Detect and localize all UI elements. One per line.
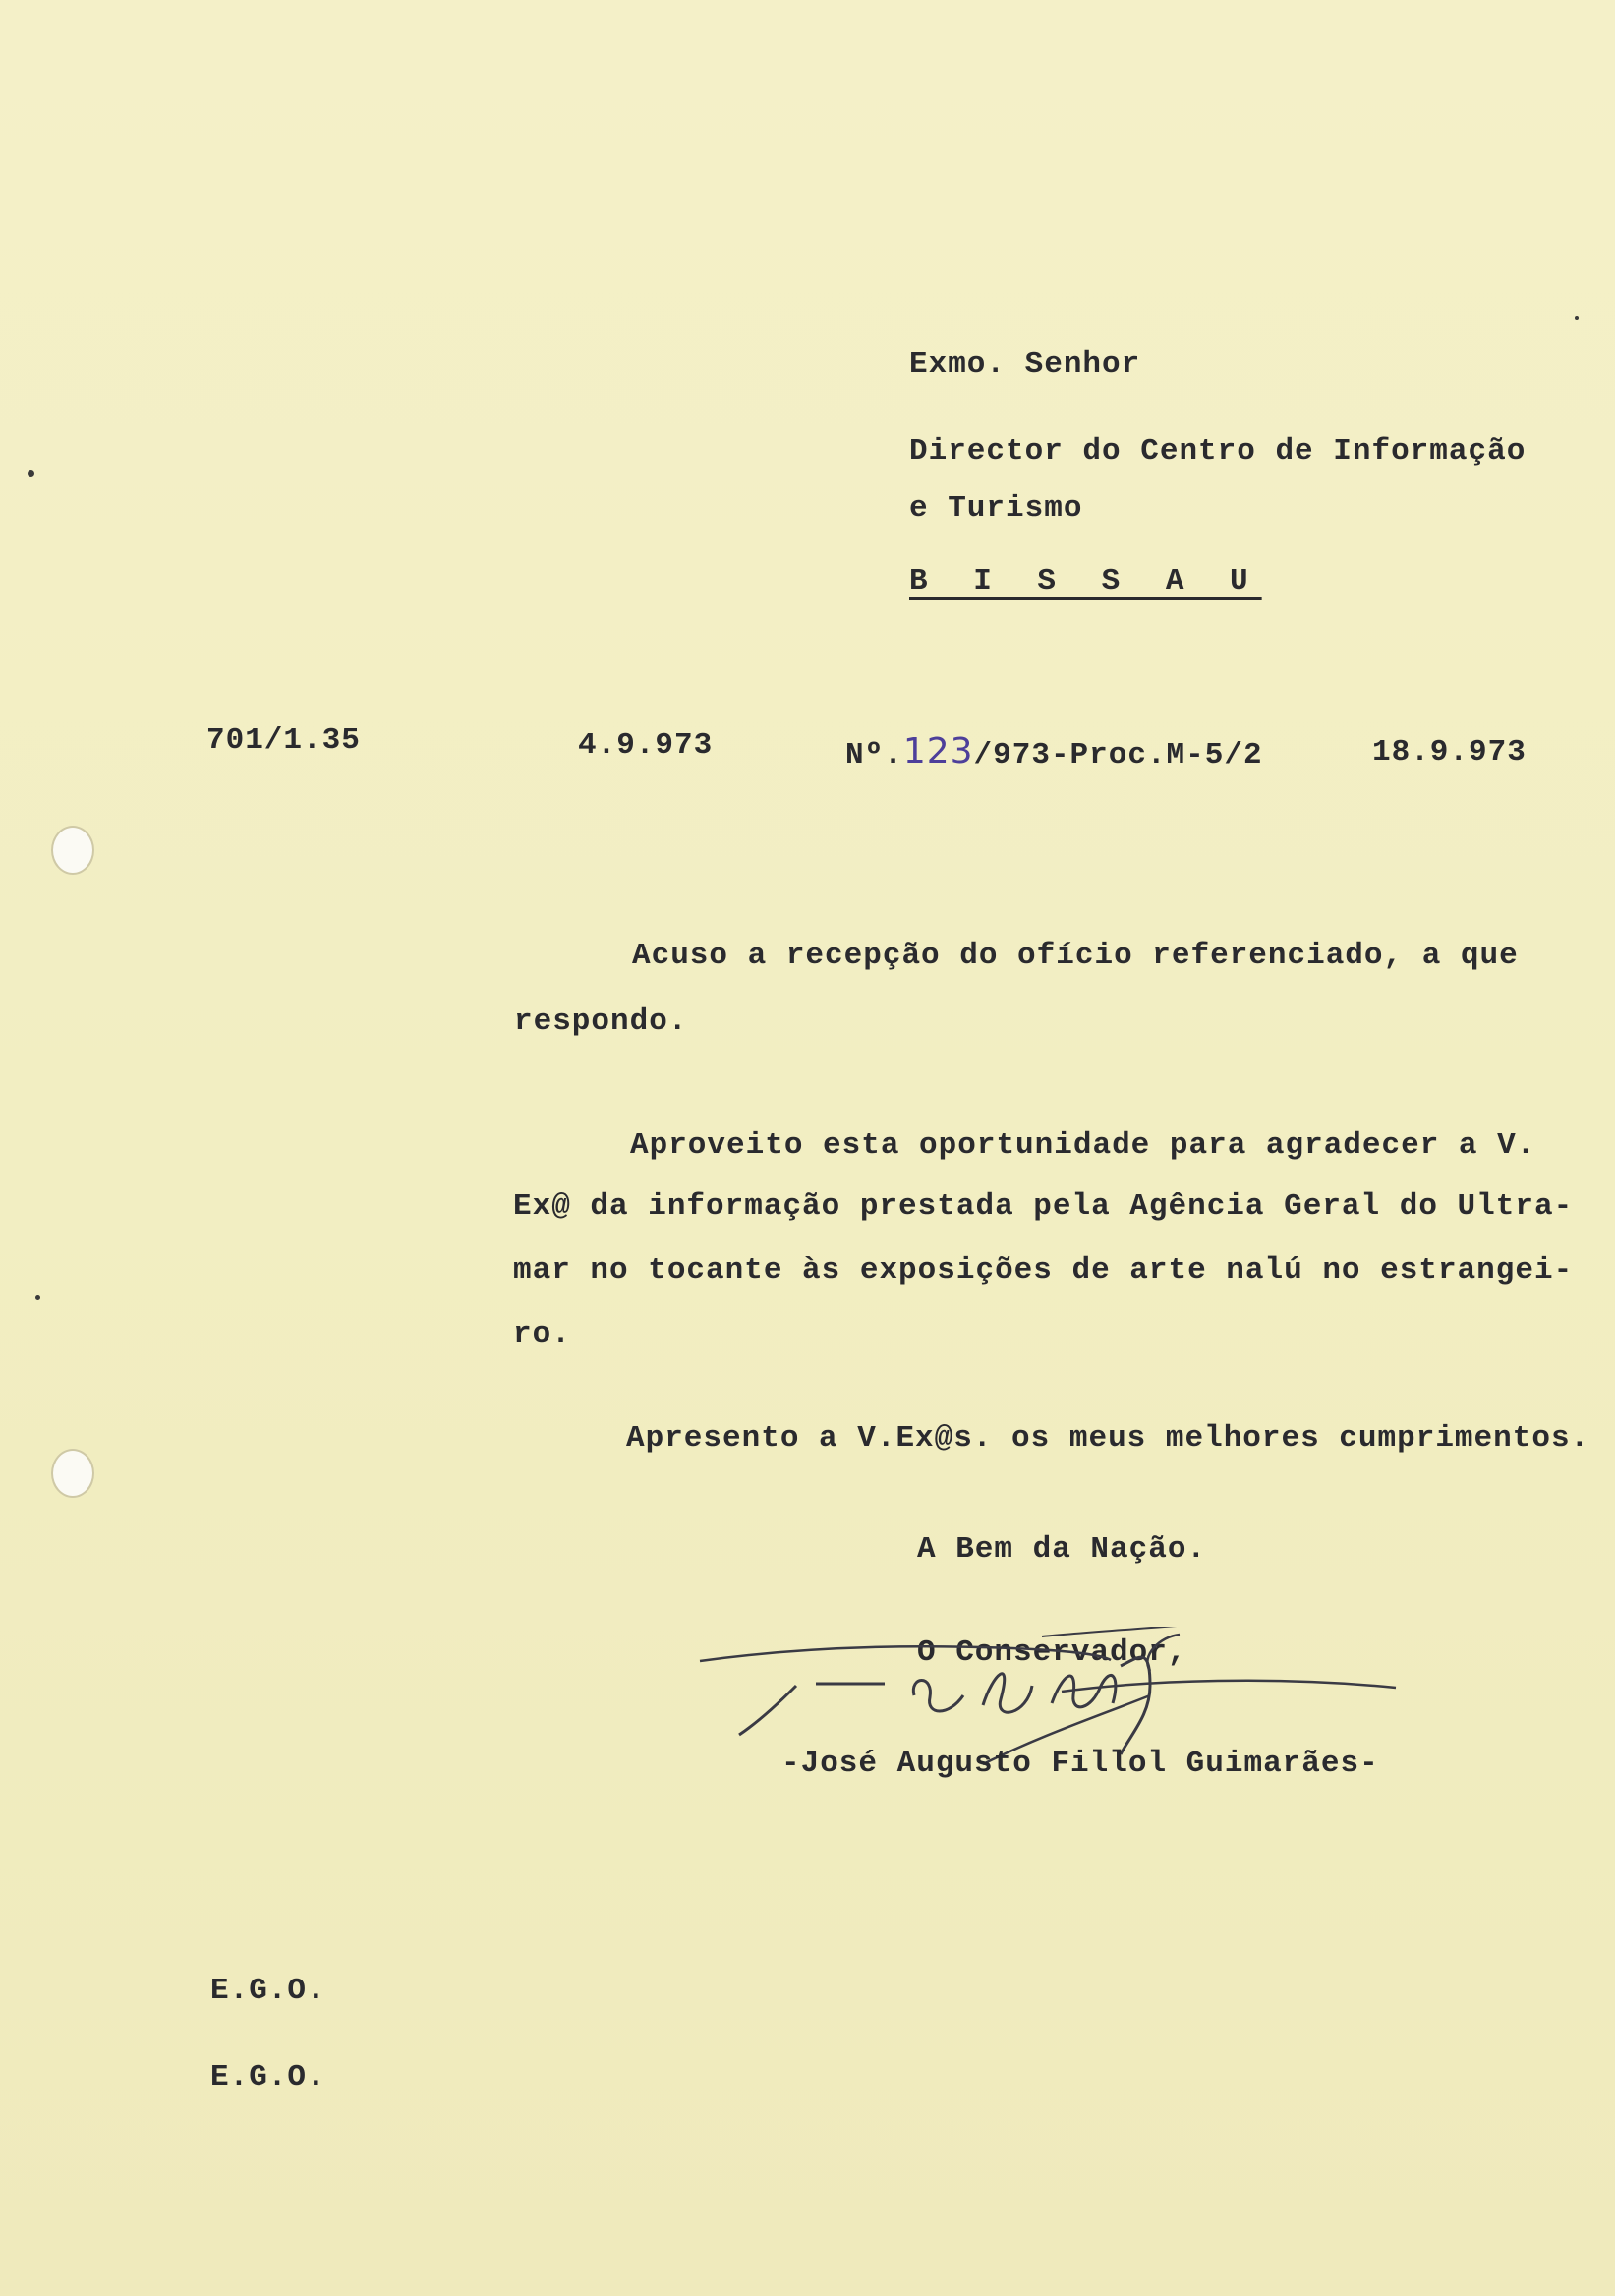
speck	[28, 470, 34, 477]
reference-code: 701/1.35	[206, 723, 361, 758]
punch-hole-bottom	[51, 1449, 94, 1498]
reference-number	[845, 731, 1263, 773]
signatory-title: O Conservador,	[917, 1636, 1187, 1670]
speck	[1575, 316, 1579, 320]
number-prefix: Nº.	[845, 738, 903, 773]
recipient-city: B I S S A U	[909, 564, 1262, 599]
punch-hole-top	[51, 826, 94, 875]
initials-1: E.G.O.	[210, 1974, 326, 2008]
closing-motto: A Bem da Nação.	[917, 1532, 1207, 1567]
letter-date: 18.9.973	[1372, 735, 1527, 770]
paragraph-1-line-2: respondo.	[514, 1004, 688, 1039]
initials-2: E.G.O.	[210, 2060, 326, 2095]
paragraph-1-line-1: Acuso a recepção do ofício referenciado, a que	[632, 939, 1519, 973]
reference-date: 4.9.973	[578, 728, 714, 763]
handwritten-number: 123	[902, 731, 974, 772]
speck	[35, 1295, 40, 1300]
paragraph-2-line-3: mar no tocante às exposições de arte nalú no estrangei-	[513, 1253, 1574, 1288]
paragraph-2-line-4: ro.	[513, 1317, 571, 1351]
paragraph-2-line-2: Ex@ da informação prestada pela Agência Geral do Ultra-	[513, 1189, 1574, 1224]
salutation: Exmo. Senhor	[909, 347, 1141, 381]
recipient-title: Director do Centro de Informação	[909, 434, 1527, 469]
paragraph-2-line-1: Aproveito esta oportunidade para agradecer a V.	[630, 1128, 1536, 1163]
paragraph-3: Apresento a V.Ex@s. os meus melhores cumprimentos.	[626, 1421, 1590, 1456]
recipient-title-cont: e Turismo	[909, 491, 1083, 526]
signatory-name: -José Augusto Fillol Guimarães-	[781, 1747, 1379, 1781]
number-suffix: /973-Proc.M-5/2	[973, 738, 1263, 773]
